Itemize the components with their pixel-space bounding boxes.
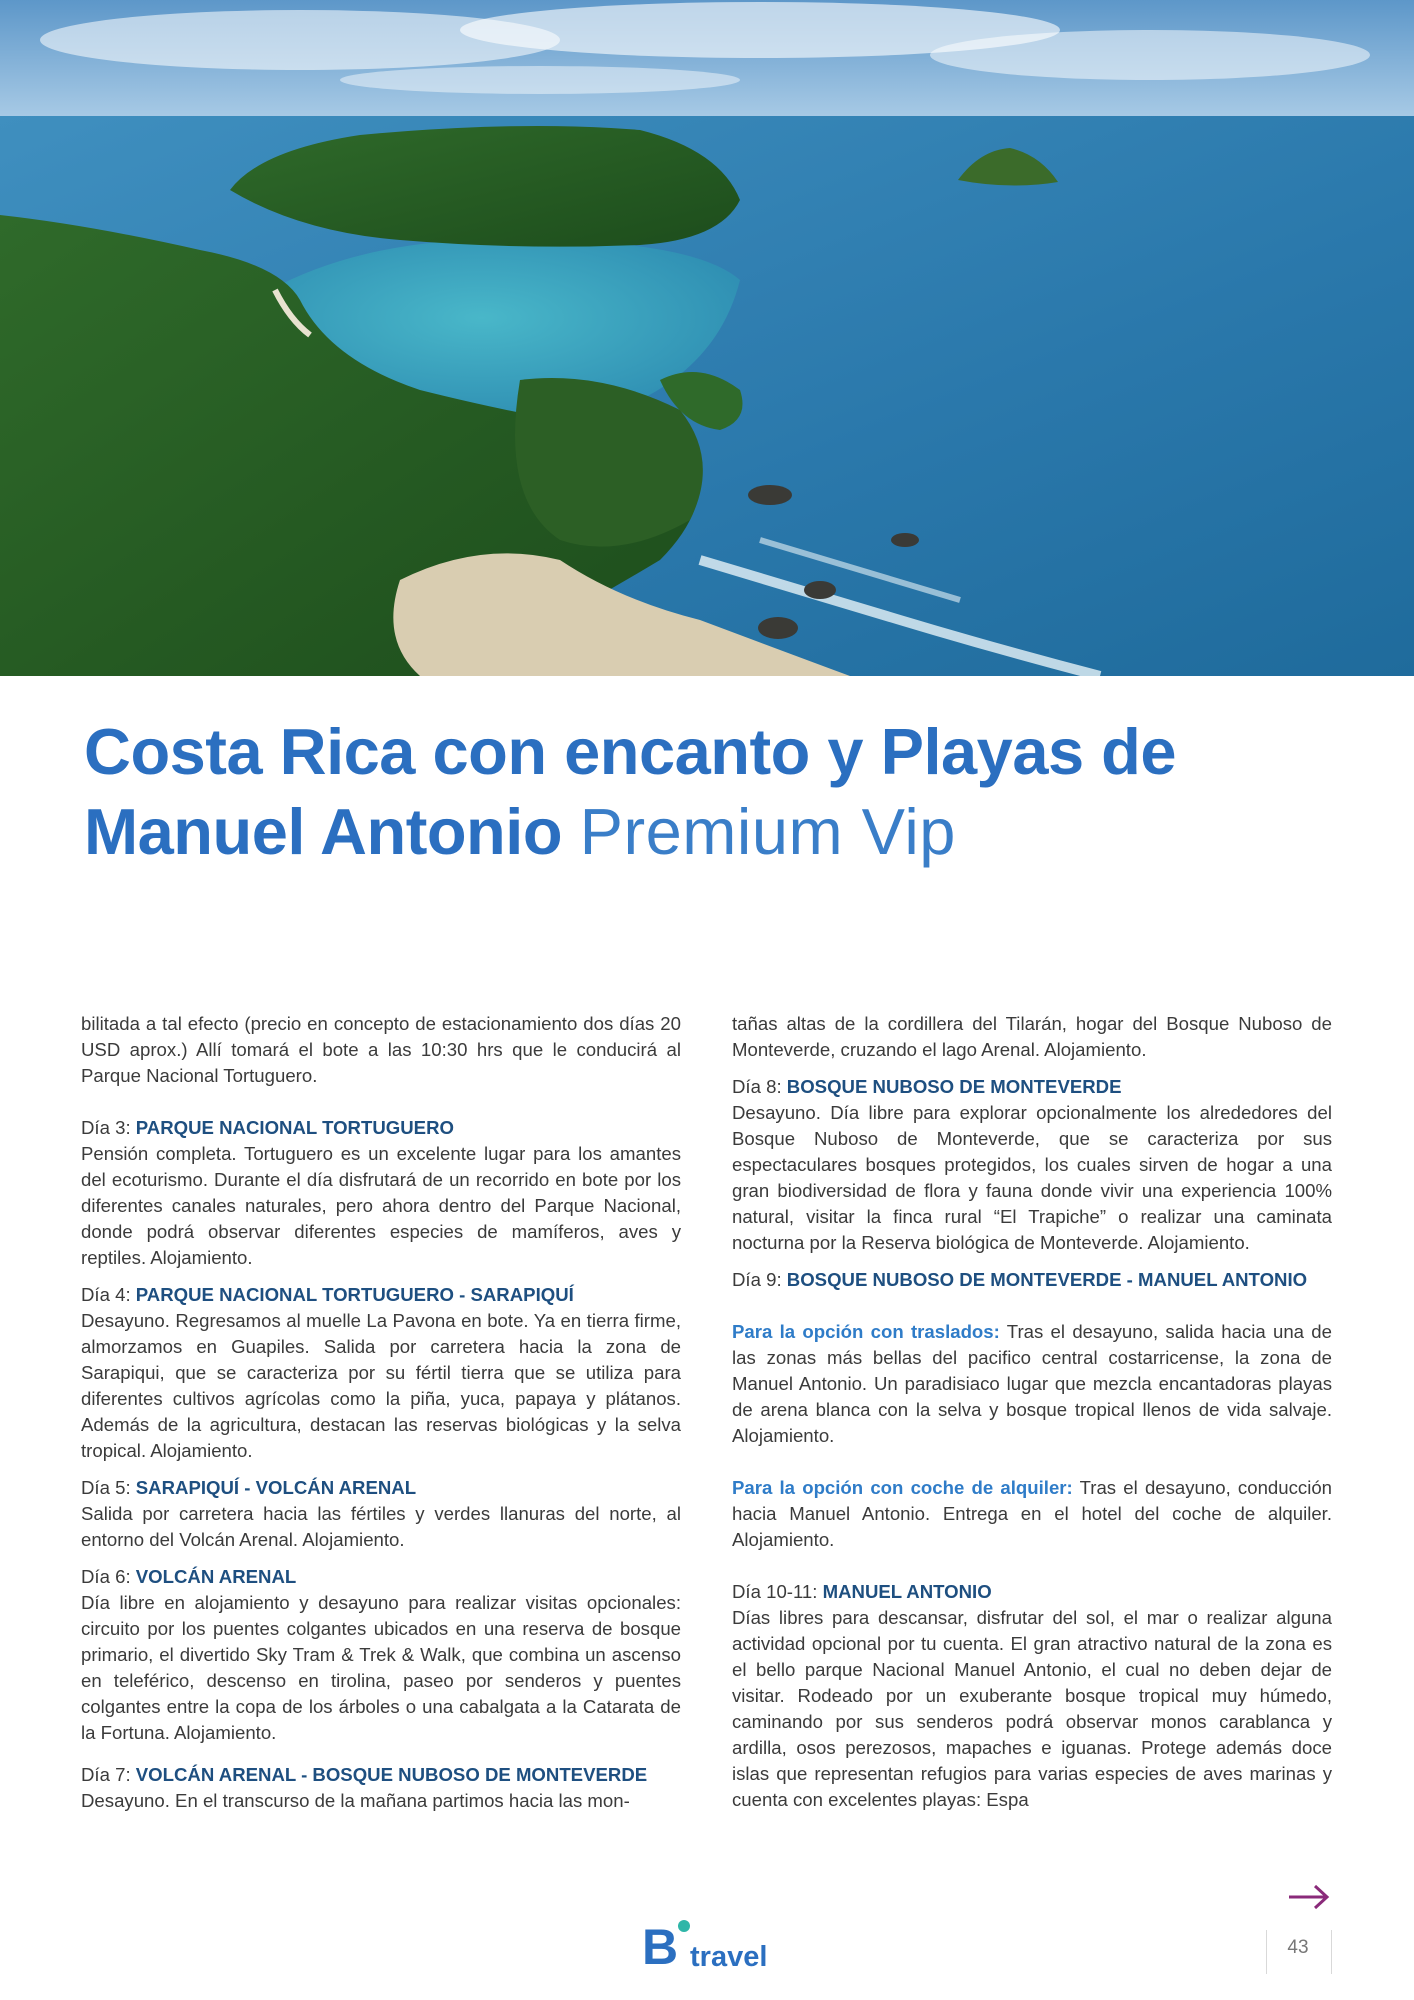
day-3-text: Pensión completa. Tortuguero es un excelente lugar para los amantes del ecoturismo. Durante el día disfrutará de un recorrido en bote por los diferentes canales naturales, pero ahora dentro del Parque Nacional, donde podrá observar diferentes especies de mamíferos, aves y reptiles. Alojamiento. [81,1143,681,1268]
day-6-text: Día libre en alojamiento y desayuno para realizar visitas opcionales: circuito por los puentes colgantes ubicados en una reserva de bosque primario, el divertido Sky Tram & Trek & Walk, que combina un ascenso en teleférico, descenso en tirolina, paseo por senderos y puentes colgantes entre la copa de los árboles o una cabalgata a la Catarata de la Fortuna. Alojamiento. [81,1592,681,1743]
svg-text:travel: travel [690,1941,768,1973]
svg-text:B: B [642,1919,679,1974]
option-car-paragraph: Para la opción con coche de alquiler: Tras el desayuno, conducción hacia Manuel Antonio. Entrega en el hotel del coche de alquiler. Alojamiento. [732,1477,1333,1550]
continuation-paragraph: tañas altas de la cordillera del Tilarán, hogar del Bosque Nuboso de Monteverde, cruzando el lago Arenal. Alojamiento. [732,1013,1332,1060]
right-column [732,1011,1332,1813]
day-4-heading: Día 4: PARQUE NACIONAL TORTUGUERO - SARAPIQUÍ [81,1284,574,1305]
day-9-heading: Día 9: BOSQUE NUBOSO DE MONTEVERDE - MANUEL ANTONIO [732,1269,1308,1290]
day-4-text: Desayuno. Regresamos al muelle La Pavona en bote. Ya en tierra firme, almorzamos en Guapiles. Salida por carretera hacia la zona de Sarapiqui, que se caracteriza por su fértil tierra que se utiliza para diferentes cultivos agrícolas como la piña, yuca, papaya y plátanos. Además de la agricultura, destacan las reservas biológicas y la selva tropical. Alojamiento. [81,1310,681,1461]
intro-paragraph: bilitada a tal efecto (precio en concepto de estacionamiento dos días 20 USD aprox.) Allí tomará el bote a las 10:30 hrs que le conducirá al Parque Nacional Tortuguero. [81,1013,681,1086]
day-7-heading: Día 7: VOLCÁN ARENAL - BOSQUE NUBOSO DE MONTEVERDE [81,1764,648,1785]
day-5-text: Salida por carretera hacia las fértiles y verdes llanuras del norte, al entorno del Volcán Arenal. Alojamiento. [81,1503,681,1550]
page-number: 43 [1287,1937,1309,1958]
coastline-illustration [0,0,1414,676]
day-6-heading: Día 6: VOLCÁN ARENAL [81,1566,297,1587]
day-3-heading: Día 3: PARQUE NACIONAL TORTUGUERO [81,1117,454,1138]
title-line-2-bold: Manuel Antonio [84,795,563,868]
day-5-heading: Día 5: SARAPIQUÍ - VOLCÁN ARENAL [81,1477,417,1498]
option-car-label: Para la opción con coche de alquiler: [732,1477,1073,1498]
arrow-right-icon[interactable] [1286,1882,1332,1912]
day-10-11-text: Días libres para descansar, disfrutar del sol, el mar o realizar alguna actividad opcional por tu cuenta. El gran atractivo natural de la zona es el bello parque Nacional Manuel Antonio, el cual no deben dejar de visitar. Rodeado por un exuberante bosque tropical muy húmedo, caminando por sus senderos podrá observar monos carablanca y ardilla, osos perezosos, mapaches e iguanas. Protege además doce islas que representan refugios para varias especies de aves marinas y cuenta con excelentes playas: Espa [732,1607,1332,1810]
title-line-2-light: Premium Vip [579,795,956,868]
left-column [81,1011,681,1814]
day-10-11-heading: Día 10-11: MANUEL ANTONIO [732,1581,992,1602]
btravel-logo [640,1914,780,1974]
option-transfers-label: Para la opción con traslados: [732,1321,1000,1342]
option-transfers-paragraph: Para la opción con traslados: Tras el desayuno, salida hacia una de las zonas más bellas del pacifico central costarricense, la zona de Manuel Antonio. Un paradisiaco lugar que mezcla encantadoras playas de arena blanca con la selva y bosque tropical llenos de vida salvaje. Alojamiento. [732,1321,1332,1446]
day-7-text: Desayuno. En el transcurso de la mañana partimos hacia las mon- [81,1790,630,1811]
day-8-text: Desayuno. Día libre para explorar opcionalmente los alrededores del Bosque Nuboso de Monteverde, que se caracteriza por sus espectaculares bosques protegidos, los cuales sirven de hogar a una gran biodiversidad de flora y fauna donde vivir una experiencia 100% natural, visitar la finca rural “El Trapiche” o realizar una caminata nocturna por la Reserva biológica de Monteverde. Alojamiento. [732,1102,1332,1253]
hero-photo [0,0,1414,676]
title-line-1: Costa Rica con encanto y Playas de [84,715,1177,788]
page-title [84,712,1334,872]
day-8-heading: Día 8: BOSQUE NUBOSO DE MONTEVERDE [732,1076,1122,1097]
